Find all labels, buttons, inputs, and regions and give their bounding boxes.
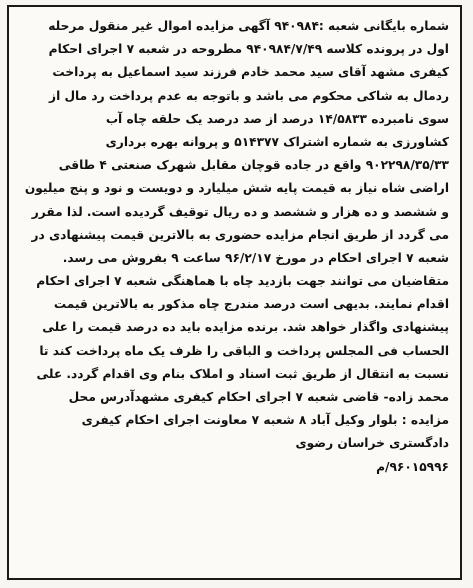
notice-line-11: شعبه ۷ اجرای احکام در مورخ ۹۶/۲/۱۷ ساعت ۹ بفروش می رسد. — [62, 250, 449, 265]
notice-line-3: کیفری مشهد آقای سید محمد خادم فرزند سید اسماعیل به پرداخت — [52, 65, 449, 80]
notice-line-13: اقدام نمایند. بدیهی است درصد مندرج چاه مذکور به بالاترین قیمت — [53, 297, 449, 312]
notice-line-18: مزایده : بلوار وکیل آباد ۸ شعبه ۷ معاونت اجرای احکام کیفری — [81, 413, 449, 428]
notice-line-4: ردمال به شاکی محکوم می باشد و باتوجه به عدم پرداخت رد مال از — [49, 88, 449, 103]
notice-line-14: پیشنهادی واگذار خواهد شد. برنده مزایده باید ده درصد قیمت را علی — [42, 320, 449, 335]
notice-line-15: الحساب فی المجلس پرداخت و الباقی را ظرف یک ماه پرداخت کند تا — [39, 343, 449, 358]
notice-line-5: سوی نامبرده ۱۴/۵۸۳۳ درصد از صد درصد یک حلقه چاه آب — [105, 111, 449, 126]
auction-notice-text — [21, 15, 449, 479]
notice-line-9: و ششصد و ده هزار و ششصد و ده ریال توقیف گردیده است. لذا مقرر — [31, 204, 449, 219]
notice-line-8: اراضی شاه نیاز به قیمت پایه شش میلیارد و دویست و نود و پنج میلیون — [24, 181, 449, 196]
notice-line-2: اول در پرونده کلاسه ۹۴۰۹۸۴/۷/۴۹ مطروحه در شعبه ۷ اجرای احکام — [48, 42, 449, 57]
notice-line-10: می گردد از طریق انجام مزایده حضوری به بالاترین قیمت پیشنهادی در — [31, 227, 449, 242]
notice-line-12: متقاضیان می توانند جهت بازدید چاه با هماهنگی شعبه ۷ اجرای احکام — [36, 274, 449, 289]
notice-line-17: محمد زاده- قاضی شعبه ۷ اجرای احکام کیفری مشهدآدرس محل — [68, 390, 449, 404]
notice-line-19: دادگستری خراسان رضوی — [295, 436, 449, 451]
notice-frame — [7, 5, 462, 580]
notice-line-16: نسبت به انتقال از طریق ثبت اسناد و املاک بنام وی اقدام گردد. علی — [36, 366, 449, 381]
notice-line-7: ۹۰۲۲۹۸/۳۵/۳۳ واقع در جاده قوچان مقابل شهرک صنعتی ۴ طاقی — [58, 158, 449, 173]
notice-reference-number: ۹۶۰۱۵۹۹۶/م — [376, 459, 449, 474]
notice-line-6: کشاورزی به شماره اشتراک ۵۱۴۳۷۷ و پروانه بهره برداری — [105, 134, 449, 149]
notice-line-1: شماره بایگانی شعبه :۹۴۰۹۸۴ آگهی مزایده اموال غیر منقول مرحله — [48, 19, 449, 33]
